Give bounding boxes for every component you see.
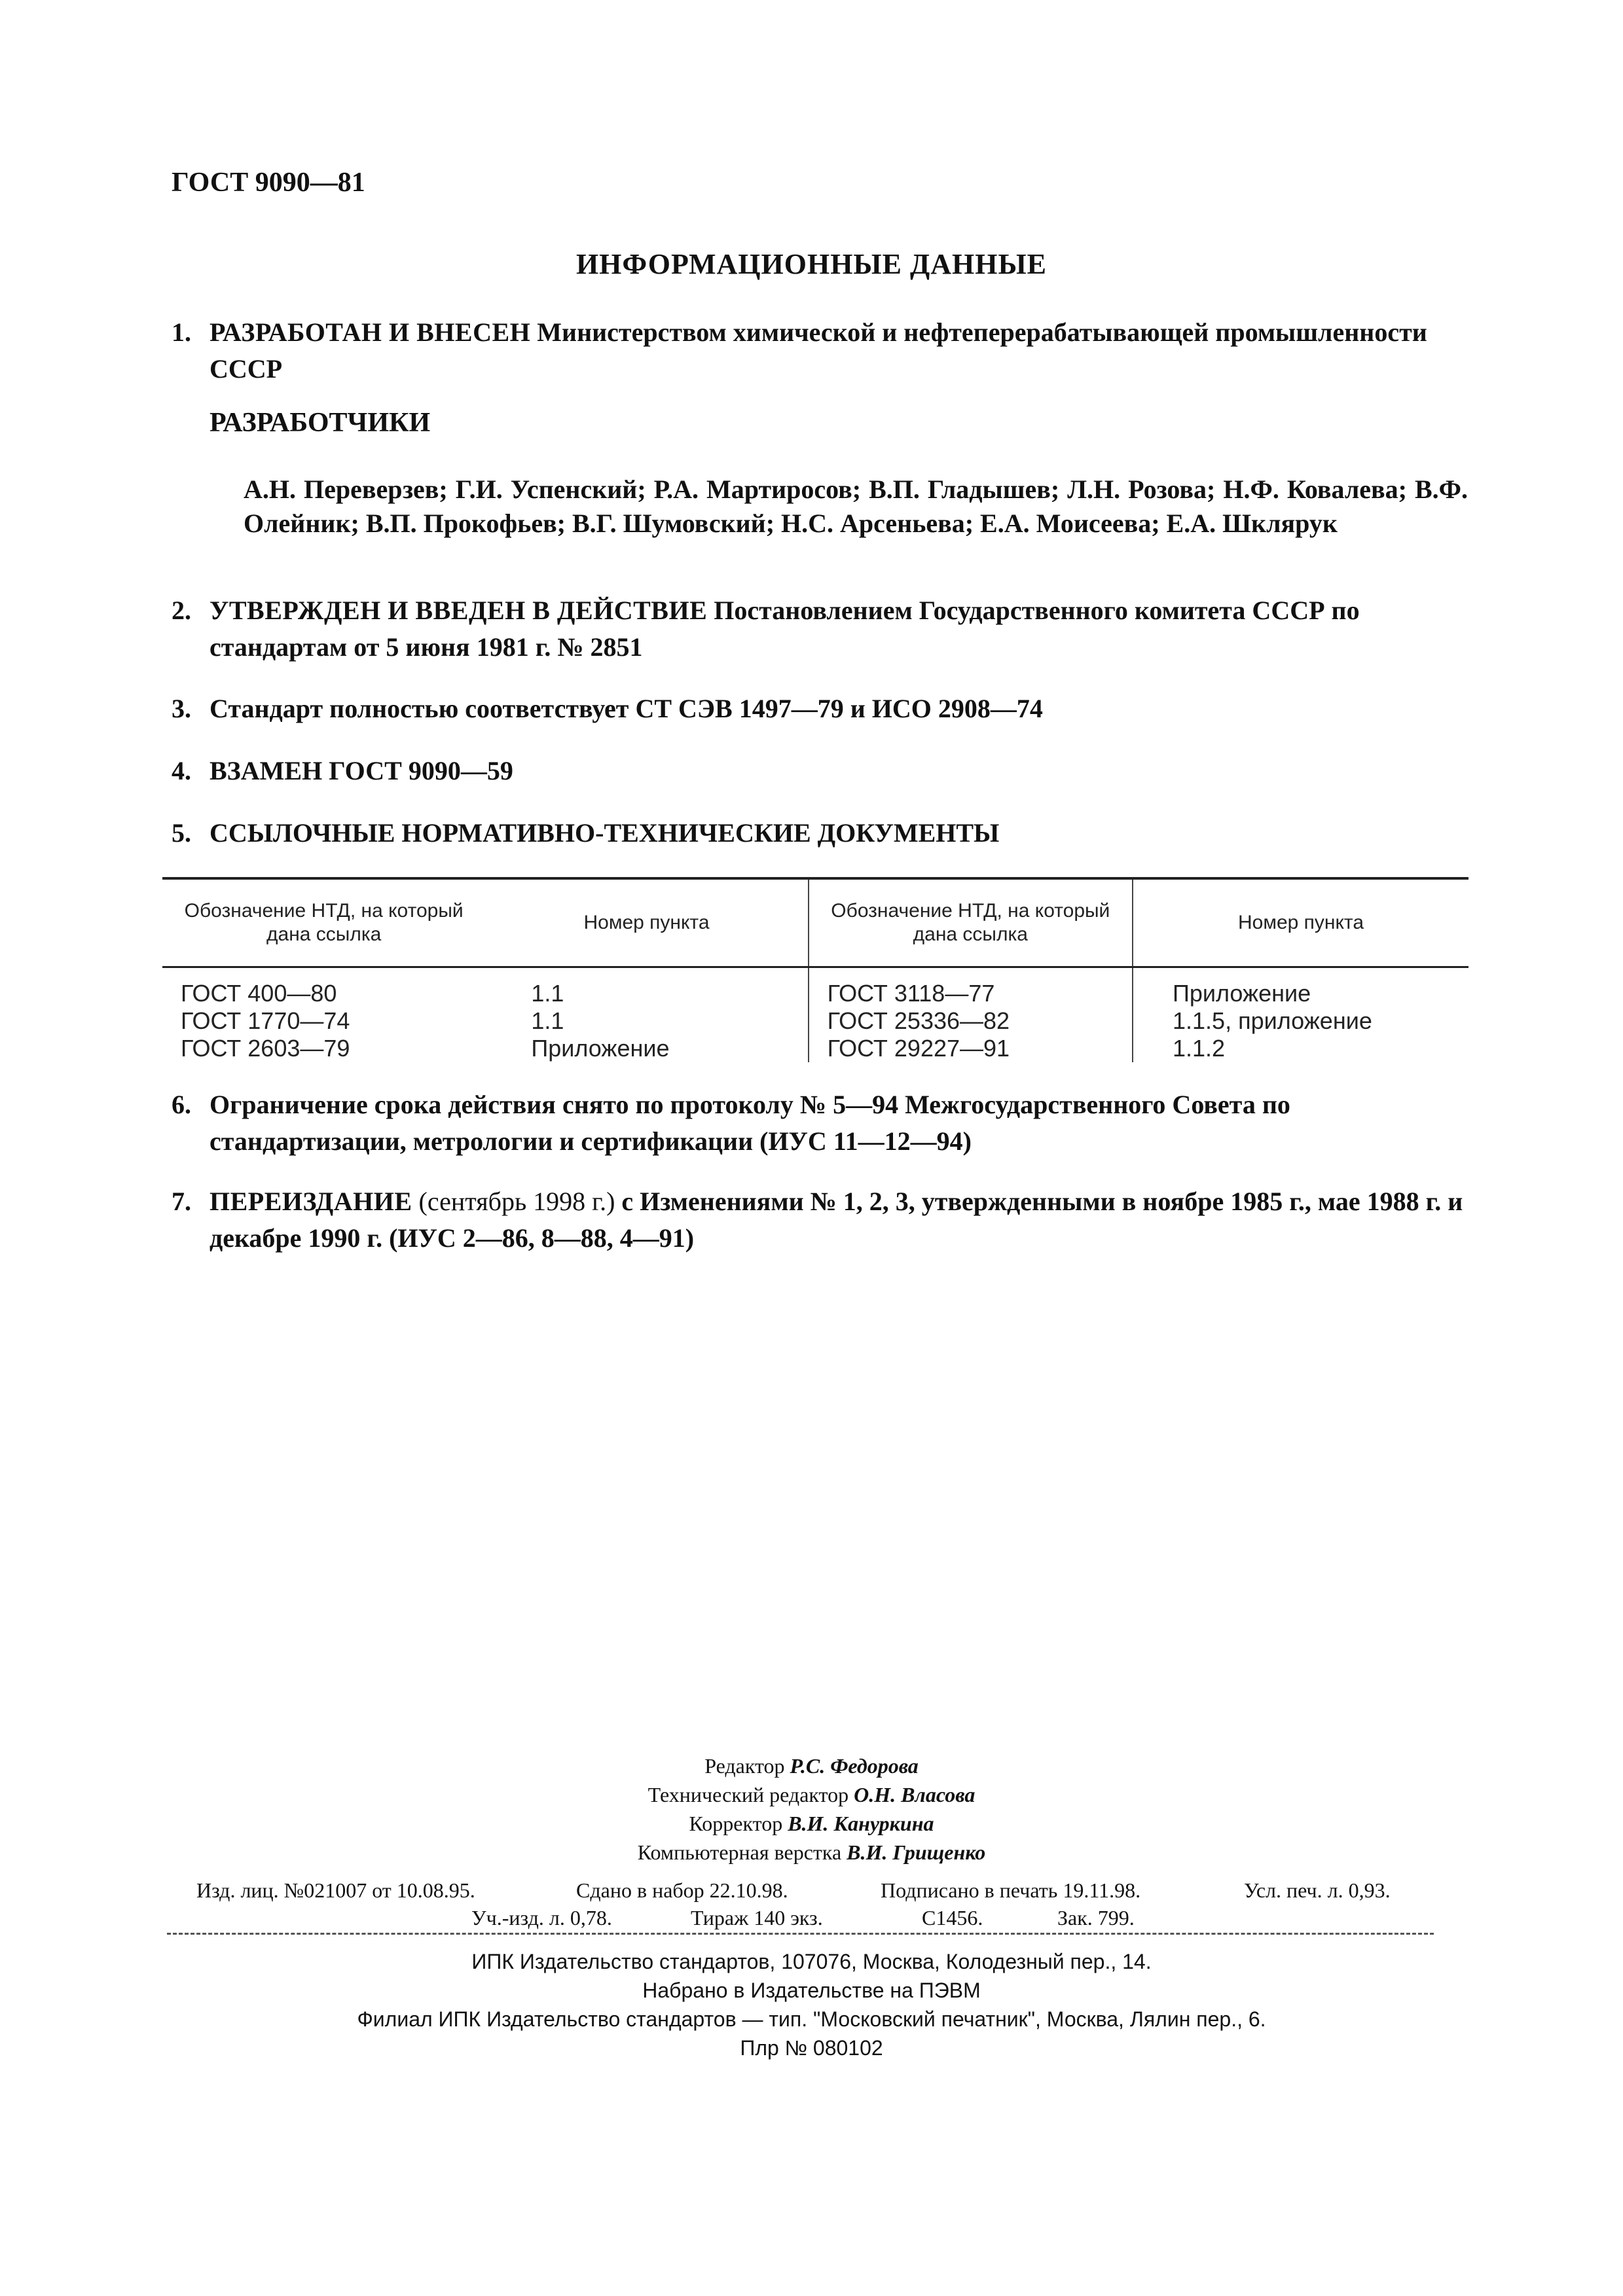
cell-point: 1.1.5, приложение (1133, 1007, 1468, 1035)
developers-list: А.Н. Переверзев; Г.И. Успенский; Р.А. Мартиросов; В.П. Гладышев; Л.Н. Розова; Н.Ф. Ковалева; В.Ф. Олейник; В.П. Прокофьев; В.Г. Шумовский; Н.С. Арсеньева; Е.А. Моисеева; Е.А. Шклярук (244, 475, 1468, 538)
item-number: 3. (172, 694, 191, 723)
cell-point: 1.1 (531, 980, 564, 1007)
item-text: ССЫЛОЧНЫЕ НОРМАТИВНО-ТЕХНИЧЕСКИЕ ДОКУМЕНТЫ (210, 818, 1000, 848)
col-header-ntd: Обозначение НТД, на который дана ссылка (809, 878, 1133, 967)
cell-ntd: ГОСТ 29227—91 (809, 1035, 1133, 1062)
info-item-3 (172, 691, 1468, 727)
item-lead: УТВЕРЖДЕН И ВВЕДЕН В ДЕЙСТВИЕ (210, 596, 708, 625)
item-date: (сентябрь 1998 г.) (412, 1187, 615, 1216)
tech-editor-name: О.Н. Власова (854, 1783, 976, 1806)
order-number: Зак. 799. (1057, 1906, 1135, 1929)
item-text: Стандарт полностью соответствует СТ СЭВ 1497—79 и ИСО 2908—74 (210, 694, 1043, 723)
item-text: с Изменениями № 1, 2, 3, утвержденными в ноябре 1985 г., мае 1988 г. и декабре 1990 г. (ИУС 2—86, 8—88, 4—91) (210, 1187, 1463, 1253)
info-item-5 (172, 815, 1468, 852)
item-text: Ограничение срока действия снято по протоколу № 5—94 Межгосударственного Совета по стандартизации, метрологии и сертификации (ИУС 11—12—94) (210, 1090, 1290, 1156)
cell-point: Приложение (531, 1035, 670, 1062)
proofreader-line (0, 1809, 1623, 1838)
item-lead: ПЕРЕИЗДАНИЕ (210, 1187, 412, 1216)
circulation: Тираж 140 экз. (691, 1906, 823, 1929)
plr-line: Плр № 080102 (740, 2036, 883, 2060)
typeset-date: Сдано в набор 22.10.98. (576, 1878, 788, 1902)
item-lead: РАЗРАБОТАН И ВНЕСЕН (210, 317, 531, 347)
signed-date: Подписано в печать 19.11.98. (881, 1878, 1141, 1902)
typeset-line: Набрано в Издательстве на ПЭВМ (642, 1979, 981, 2002)
editor-name: Р.С. Федорова (790, 1754, 919, 1778)
item-text: Министерством химической и нефтеперерабатывающей промышленности СССР (210, 317, 1427, 384)
info-item-7 (172, 1183, 1468, 1257)
item-number: 4. (172, 756, 191, 785)
branch-line: Филиал ИПК Издательство стандартов — тип. "Московский печатник", Москва, Лялин пер., 6. (357, 2007, 1266, 2031)
developers-heading: РАЗРАБОТЧИКИ (210, 408, 431, 438)
proofreader-label: Корректор (689, 1812, 783, 1835)
proofreader-name: В.И. Кануркина (788, 1812, 934, 1835)
cell-ntd: ГОСТ 400—80 (181, 980, 337, 1007)
cell-point: 1.1.2 (1133, 1035, 1468, 1062)
layout-name: В.И. Грищенко (847, 1840, 986, 1864)
info-item-6 (172, 1086, 1468, 1160)
item-number: 1. (172, 317, 191, 347)
cell-ntd: ГОСТ 3118—77 (809, 967, 1133, 1008)
table-header-row (162, 878, 1468, 967)
item-number: 7. (172, 1187, 191, 1216)
cell-point: 1.1 (531, 1007, 564, 1034)
layout-line (0, 1838, 1623, 1867)
cell-point: Приложение (1133, 967, 1468, 1008)
publication-sheets: Уч.-изд. л. 0,78. (471, 1906, 612, 1929)
cell-ntd: ГОСТ 25336—82 (809, 1007, 1133, 1035)
item-text: ВЗАМЕН ГОСТ 9090—59 (210, 756, 513, 785)
tech-editor-line (0, 1780, 1623, 1809)
publisher-line: ИПК Издательство стандартов, 107076, Москва, Колодезный пер., 14. (471, 1950, 1152, 1973)
col-header-ntd: Обозначение НТД, на который дана ссылка (162, 878, 485, 967)
layout-label: Компьютерная верстка (637, 1840, 842, 1864)
table-row (162, 1007, 1468, 1035)
page-title: ИНФОРМАЦИОННЫЕ ДАННЫЕ (575, 248, 1048, 280)
cell-ntd: ГОСТ 2603—79 (181, 1035, 350, 1062)
col-header-point: Номер пункта (485, 878, 808, 967)
item-number: 2. (172, 596, 191, 625)
item-number: 5. (172, 818, 191, 848)
editor-label: Редактор (704, 1754, 785, 1778)
cell-ntd: ГОСТ 1770—74 (181, 1007, 350, 1034)
info-item-1 (172, 314, 1468, 387)
standard-code: ГОСТ 9090—81 (172, 168, 365, 198)
divider (167, 1933, 1434, 1935)
info-item-4 (172, 753, 1468, 789)
license-info: Изд. лиц. №021007 от 10.08.95. (196, 1878, 475, 1902)
item-number: 6. (172, 1090, 191, 1119)
col-header-point: Номер пункта (1133, 878, 1468, 967)
tech-editor-label: Технический редактор (647, 1783, 849, 1806)
print-sheets: Усл. печ. л. 0,93. (1244, 1878, 1391, 1902)
references-table (162, 877, 1468, 1062)
editor-line (0, 1751, 1623, 1780)
item-text: Постановлением Государственного комитета СССР по стандартам от 5 июня 1981 г. № 2851 (210, 596, 1360, 662)
table-row (162, 967, 1468, 1008)
print-code: С1456. (922, 1906, 983, 1929)
info-item-2 (172, 592, 1468, 666)
table-row (162, 1035, 1468, 1062)
